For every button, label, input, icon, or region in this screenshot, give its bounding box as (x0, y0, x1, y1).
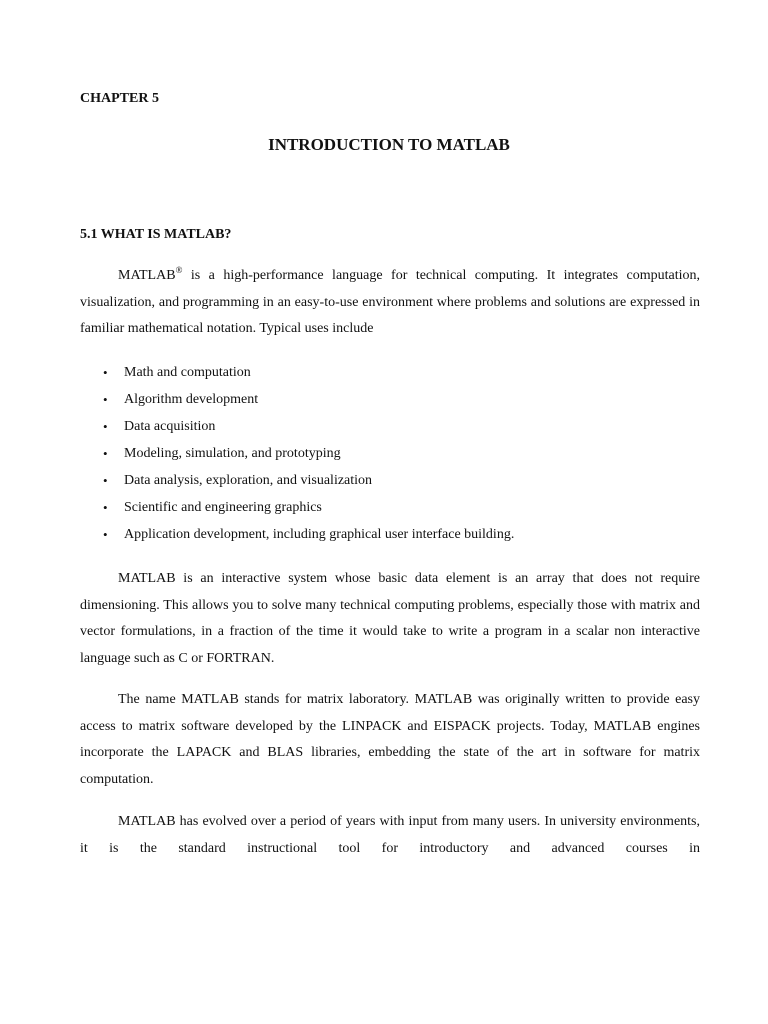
registered-mark: ® (175, 265, 183, 275)
section-heading: 5.1 WHAT IS MATLAB? (80, 227, 232, 242)
list-item (80, 443, 700, 470)
list-item (80, 470, 700, 497)
bullet-icon: • (103, 419, 108, 434)
paragraph-evolution: MATLAB has evolved over a period of years with input from many users. In university environments, it is the standard instructional tool for introductory and advanced courses in (80, 814, 700, 856)
bullet-icon: • (103, 500, 108, 515)
list-item-text: Application development, including graphical user interface building. (124, 527, 515, 542)
list-item-text: Modeling, simulation, and prototyping (124, 446, 341, 461)
intro-lead-word: MATLAB (118, 268, 176, 283)
list-item (80, 362, 700, 389)
list-item-text: Scientific and engineering graphics (124, 500, 322, 515)
bullet-icon: • (103, 365, 108, 380)
intro-paragraph (80, 263, 700, 343)
list-item-text: Algorithm development (124, 392, 259, 407)
uses-list (80, 362, 700, 551)
bullet-icon: • (103, 527, 108, 542)
list-item (80, 497, 700, 524)
paragraph-name-origin: The name MATLAB stands for matrix laboratory. MATLAB was originally written to provide easy access to matrix software developed by the LINPACK and EISPACK projects. Today, MATLAB engines incorporate the LAPACK and BLAS libraries, embedding the state of the art in software for matrix computation. (80, 692, 700, 787)
list-item-text: Math and computation (124, 365, 251, 380)
bullet-icon: • (103, 392, 108, 407)
paragraph-interactive-system: MATLAB is an interactive system whose basic data element is an array that does not require dimensioning. This allows you to solve many technical computing problems, especially those with matrix and vector formulations, in a fraction of the time it would take to write a program in a scalar non interactive language such as C or FORTRAN. (80, 571, 700, 666)
list-item (80, 524, 700, 551)
bullet-icon: • (103, 473, 108, 488)
chapter-label: CHAPTER 5 (80, 91, 159, 106)
list-item (80, 389, 700, 416)
list-item-text: Data acquisition (124, 419, 216, 434)
list-item-text: Data analysis, exploration, and visualization (124, 473, 373, 488)
list-item (80, 416, 700, 443)
intro-text: is a high-performance language for technical computing. It integrates computation, visualization, and programming in an easy-to-use environment where problems and solutions are expressed in familiar mathematical notation. Typical uses include (80, 268, 700, 336)
bullet-icon: • (103, 446, 108, 461)
chapter-title: INTRODUCTION TO MATLAB (268, 135, 510, 154)
